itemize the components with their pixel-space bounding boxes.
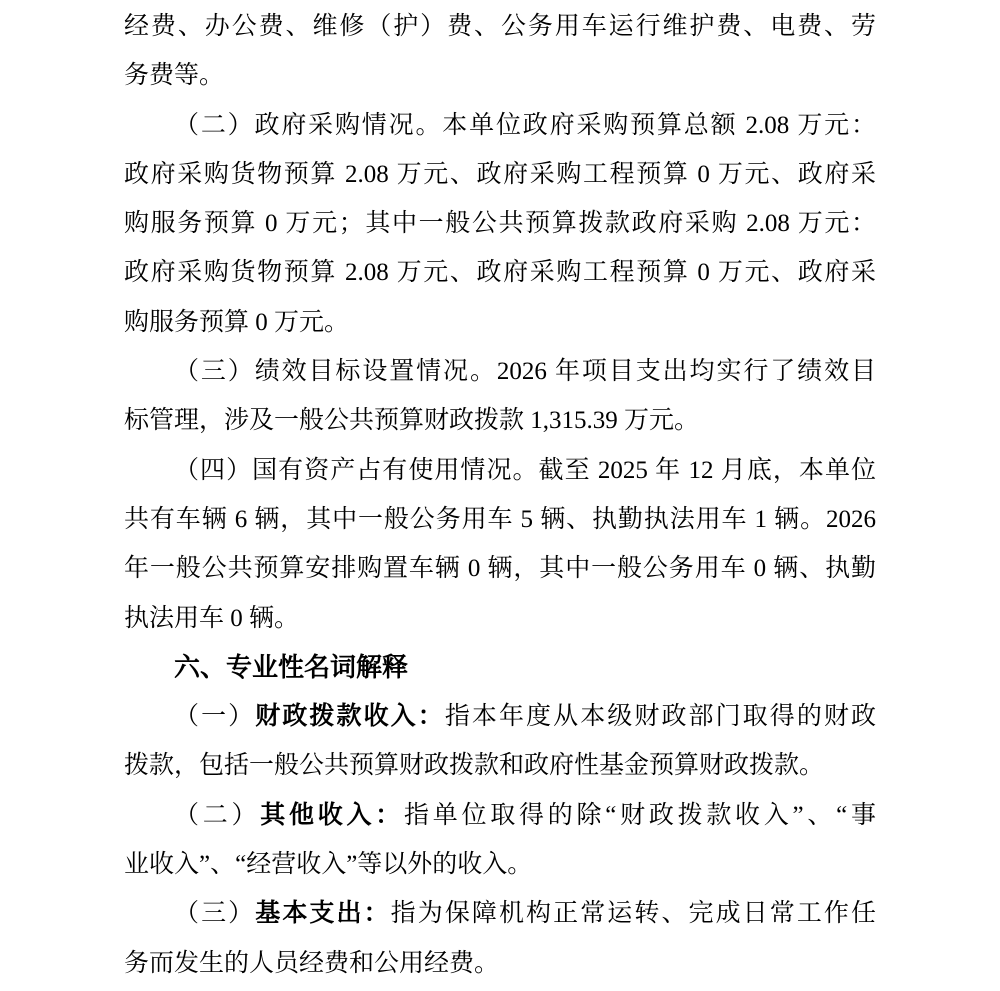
body-text: 政府采购货物预算 2.08 万元、政府采购工程预算 0 万元、政府采 [124, 259, 876, 287]
text-line [124, 298, 876, 347]
text-line [124, 741, 876, 790]
term-text: 财政拨款收入： [255, 703, 445, 731]
body-text: 共有车辆 6 辆，其中一般公务用车 5 辆、执勤执法用车 1 辆。2026 [124, 505, 876, 533]
text-line [124, 199, 876, 248]
body-text: 指单位取得的除“财政拨款收入”、“事 [404, 801, 876, 829]
text-line [124, 544, 876, 593]
section-heading [124, 643, 876, 692]
body-text: （二）政府采购情况。本单位政府采购预算总额 2.08 万元： [174, 111, 876, 139]
body-text: 务费等。 [124, 62, 225, 90]
body-text: 执法用车 0 辆。 [124, 604, 300, 632]
body-text: （四）国有资产占有使用情况。截至 2025 年 12 月底，本单位 [174, 456, 876, 484]
body-text: （三） [174, 900, 256, 928]
body-text: （二） [174, 801, 261, 829]
term-text: 基本支出： [255, 900, 391, 928]
body-text: （三）绩效目标设置情况。2026 年项目支出均实行了绩效目 [174, 358, 876, 386]
text-line [124, 51, 876, 100]
term-text: 其他收入： [260, 801, 404, 829]
text-line [124, 2, 876, 51]
text-line [124, 889, 876, 938]
text-line [124, 248, 876, 297]
text-line [124, 446, 876, 495]
body-text: 政府采购货物预算 2.08 万元、政府采购工程预算 0 万元、政府采 [124, 160, 876, 188]
text-line [124, 347, 876, 396]
text-line [124, 495, 876, 544]
text-line [124, 939, 876, 988]
body-text: 购服务预算 0 万元。 [124, 308, 350, 336]
text-line [124, 840, 876, 889]
text-line [124, 692, 876, 741]
body-text: 指为保障机构正常运转、完成日常工作任 [390, 900, 876, 928]
body-text: 拨款，包括一般公共预算财政拨款和政府性基金预算财政拨款。 [124, 752, 825, 780]
text-line [124, 150, 876, 199]
body-text: 标管理，涉及一般公共预算财政拨款 1,315.39 万元。 [124, 407, 700, 435]
term-text: 六、专业性名词解释 [174, 651, 409, 682]
body-text: 业收入”、“经营收入”等以外的收入。 [124, 851, 533, 879]
text-line [124, 791, 876, 840]
body-text: 指本年度从本级财政部门取得的财政 [444, 703, 876, 731]
body-text: 购服务预算 0 万元；其中一般公共预算拨款政府采购 2.08 万元： [124, 210, 876, 238]
text-line [124, 101, 876, 150]
body-text: （一） [174, 703, 256, 731]
body-text: 年一般公共预算安排购置车辆 0 辆，其中一般公务用车 0 辆、执勤 [124, 555, 876, 583]
text-line [124, 594, 876, 643]
text-line [124, 396, 876, 445]
body-text: 务而发生的人员经费和公用经费。 [124, 949, 500, 977]
body-text: 经费、办公费、维修（护）费、公务用车运行维护费、电费、劳 [124, 13, 876, 40]
